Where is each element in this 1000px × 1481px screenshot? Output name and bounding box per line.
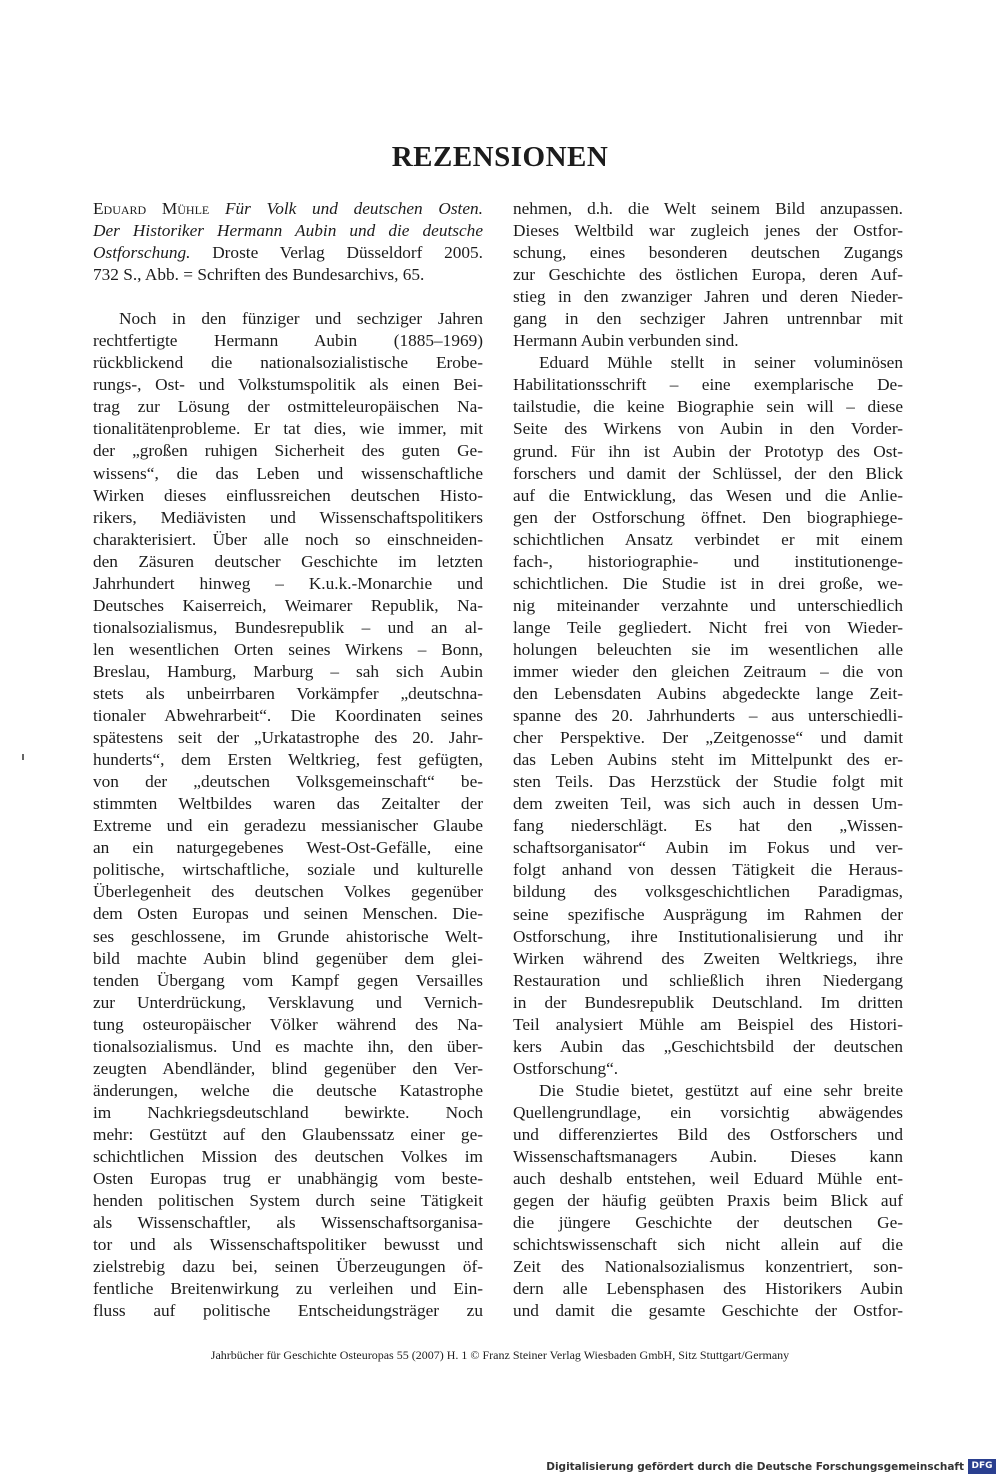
text-line: rechtfertigte Hermann Aubin (1885–1969) [93, 331, 483, 351]
text-line: den Zäsuren deutscher Geschichte im letzten [93, 551, 483, 571]
text-line: in der Bundesrepublik Deutschland. Im dritten [513, 992, 903, 1012]
text-line: ses geschlossene, im Grunde ahistorische Welt- [93, 926, 483, 946]
text-line: wissens“, die das Leben und wissenschaftliche [93, 463, 483, 483]
text-line: schung, eines besonderen deutschen Zugangs [513, 243, 903, 263]
text-line: tionaler Abwehrarbeit“. Die Koordinaten seines [93, 706, 483, 726]
page-title: REZENSIONEN [391, 141, 609, 173]
text-line: Quellengrundlage, ein vorsichtig abwägendes [513, 1102, 903, 1122]
text-line: schichtlichen Ansatz verbindet er mit einem [513, 529, 903, 549]
text-line: dem zweiten Teil, was sich auch in dessen Um- [513, 794, 903, 814]
review-citation [93, 198, 483, 286]
text-line: stets als unbeirrbaren Vorkämpfer „deutschna- [93, 683, 483, 703]
text-line: trag zur Lösung der ostmitteleuropäischen Na- [93, 397, 483, 417]
text-line: Osten Europas trug er unabhängig vom beste- [93, 1169, 483, 1189]
text-line: spanne des 20. Jahrhunderts – aus unterschiedli- [513, 706, 903, 726]
text-line: und differenziertes Bild des Ostforschers und [513, 1124, 903, 1144]
text-line: Deutsches Kaiserreich, Weimarer Republik, Na- [93, 595, 483, 615]
text-line: mehr: Gestützt auf den Glaubenssatz einer ge- [93, 1124, 483, 1144]
text-line: charakterisiert. Über alle noch so einschneiden- [93, 529, 483, 549]
text-line: an ein naturgegebenes West-Ost-Gefälle, eine [93, 838, 483, 858]
text-line: sten Teils. Das Herzstück der Studie folgt mit [513, 772, 903, 792]
text-line: Wirken während des Zweiten Weltkriegs, ihre [513, 948, 903, 968]
text-line: tung osteuropäischer Völker während des Na- [93, 1014, 483, 1034]
right-column [513, 198, 903, 1322]
text-line: als Wissenschaftler, als Wissenschaftsorganisa- [93, 1213, 483, 1233]
text-line: zur Geschichte des östlichen Europa, deren Auf- [513, 265, 903, 285]
text-line: Seite des Wirkens von Aubin in den Vorder- [513, 419, 903, 439]
text-line: henden politischen System durch seine Tätigkeit [93, 1191, 483, 1211]
review-author: Eduard Mühle [93, 199, 210, 218]
text-line: Jahrhundert hinweg – K.u.k.-Monarchie und [93, 573, 483, 593]
citation-line: Ostforschung. Droste Verlag Düsseldorf 2005. [93, 243, 483, 263]
text-line: rungs-, Ost- und Volkstumspolitik als einen Bei- [93, 375, 483, 395]
text-line: gegen der häufig geübten Praxis beim Blick auf [513, 1191, 903, 1211]
text-line: zielstrebig dazu bei, seinen Überzeugungen öf- [93, 1257, 483, 1277]
text-line: Dieses Weltbild war zugleich jenes der Ostfor- [513, 221, 903, 241]
text-line: auch deshalb entstehen, weil Eduard Mühle ent- [513, 1169, 903, 1189]
text-line: der „großen ruhigen Sicherheit des guten Ge- [93, 441, 483, 461]
text-line: holungen beleuchten sie im wesentlichen alle [513, 639, 903, 659]
text-line: bild machte Aubin blind gegenüber dem glei- [93, 948, 483, 968]
text-line: tionalitätenprobleme. Er tat dies, wie immer, mit [93, 419, 483, 439]
text-line: schichtlichen Mission des deutschen Volkes im [93, 1146, 483, 1166]
citation-line: 732 S., Abb. = Schriften des Bundesarchivs, 65. [93, 265, 425, 285]
text-line: Überlegenheit des deutschen Volkes gegenüber [93, 882, 483, 902]
text-line: Teil analysiert Mühle am Beispiel des Histori- [513, 1014, 903, 1034]
text-line: spätestens seit der „Urkatastrophe des 20. Jahr- [93, 728, 483, 748]
text-line: das Leben Aubins steht im Mittelpunkt des er- [513, 750, 903, 770]
text-line: politische, wirtschaftliche, soziale und kulturelle [93, 860, 483, 880]
text-line: cher Perspektive. Der „Zeitgenosse“ und damit [513, 728, 903, 748]
text-line: rückblickend die nationalsozialistische Erobe- [93, 353, 483, 373]
text-line: Breslau, Hamburg, Marburg – sah sich Aubin [93, 661, 483, 681]
text-line: kers Aubin das „Geschichtsbild der deutschen [513, 1036, 903, 1056]
text-line: tionalsozialismus, Bundesrepublik – und an al- [93, 617, 483, 637]
review-paragraph [513, 1080, 903, 1323]
review-paragraph [513, 352, 903, 1080]
text-line: schichtlichen. Die Studie ist in drei große, we- [513, 573, 903, 593]
text-line: Wissenschaftsmanagers Aubin. Dieses kann [513, 1147, 903, 1167]
text-line: die jüngere Geschichte der deutschen Ge- [513, 1213, 903, 1233]
text-line: hunderts“, dem Ersten Weltkrieg, fest gefügten, [93, 750, 483, 770]
text-line: Restauration und schließlich ihren Niedergang [513, 970, 903, 990]
text-line: tenden Übergang vom Kampf gegen Versailles [93, 970, 483, 990]
text-line: tor und als Wissenschaftspolitiker bewusst und [93, 1235, 483, 1255]
text-line: nig miteinander verzahnte und unterschiedlich [513, 595, 903, 615]
text-line: Eduard Mühle stellt in seiner voluminösen [539, 353, 903, 373]
text-line: rikers, Mediävisten und Wissenschaftspolitikers [93, 507, 483, 527]
text-line: dem Osten Europas und seinen Menschen. Die- [93, 904, 483, 924]
text-line: immer wieder den gleichen Zeitraum – die von [513, 661, 903, 681]
text-line: tionalsozialismus. Und es machte ihn, den über- [93, 1036, 483, 1056]
digitization-credit: Digitalisierung gefördert durch die Deutsche Forschungsgemeinschaft [546, 1461, 964, 1473]
text-line: fang niederschlägt. Es hat den „Wissen- [513, 816, 903, 836]
citation-line [93, 198, 483, 220]
text-line: stieg in den zwanziger Jahren und deren Nieder- [513, 287, 903, 307]
text-line: fach-, historiographie- und institutionenge- [513, 551, 903, 571]
margin-mark [22, 754, 24, 760]
dfg-logo-icon: DFG [968, 1459, 996, 1474]
text-line: Ostforschung, ihre Institutionalisierung und ihr [513, 926, 903, 946]
text-line: änderungen, welche die deutsche Katastrophe [93, 1080, 483, 1100]
text-line: folgt anhand von dessen Tätigkeit die Heraus- [513, 860, 903, 880]
text-line: und damit die gesamte Geschichte der Ostfor- [513, 1301, 903, 1321]
text-line: tailstudie, die keine Biographie sein will – diese [513, 397, 903, 417]
text-line: Wirken dieses einflussreichen deutschen Histo- [93, 485, 483, 505]
text-line: forschers und damit der Schlüssel, der den Blick [513, 463, 903, 483]
text-line: grund. Für ihn ist Aubin der Prototyp des Ost- [513, 441, 903, 461]
journal-footer: Jahrbücher für Geschichte Osteuropas 55 (2007) H. 1 © Franz Steiner Verlag Wiesbaden GmbH, Sitz Stuttgart/Germany [210, 1348, 790, 1362]
review-paragraph [93, 308, 483, 1322]
text-line: Noch in den fünziger und sechziger Jahren [119, 309, 483, 329]
text-line: im Nachkriegsdeutschland bewirkte. Noch [93, 1102, 483, 1122]
text-line: Hermann Aubin verbunden sind. [513, 331, 739, 351]
text-line: auf die Entwicklung, das Wesen und die Anlie- [513, 485, 903, 505]
text-line: gang in den sechziger Jahren untrennbar mit [513, 309, 903, 329]
text-line: schaftsorganisator“ Aubin im Fokus und ver- [513, 838, 903, 858]
text-line: dern alle Lebensphasen des Historikers Aubin [513, 1279, 903, 1299]
text-line: schichtswissenschaft sich nicht allein auf die [513, 1235, 903, 1255]
text-line: seine spezifische Ausprägung im Rahmen der [513, 904, 903, 924]
text-line: nehmen, d.h. die Welt seinem Bild anzupassen. [513, 199, 903, 218]
text-line: fentliche Breitenwirkung zu verleihen und Ein- [93, 1279, 483, 1299]
text-line: stimmten Weltbildes waren das Zeitalter der [93, 794, 483, 814]
text-line: fluss auf politische Entscheidungsträger zu [93, 1301, 483, 1321]
text-line: Die Studie bietet, gestützt auf eine sehr breite [539, 1080, 903, 1100]
text-line: Habilitationsschrift – eine exemplarische De- [513, 375, 903, 395]
text-line: len wesentlichen Orten seines Wirkens – Bonn, [93, 639, 483, 659]
text-line: zur Unterdrückung, Versklavung und Vernich- [93, 992, 483, 1012]
citation-line: Der Historiker Hermann Aubin und die deutsche [93, 221, 483, 241]
text-line: Zeit des Nationalsozialismus konzentriert, son- [513, 1257, 903, 1277]
text-line: gen der Ostforschung öffnet. Den biographiege- [513, 507, 903, 527]
review-paragraph [513, 198, 903, 352]
text-line: von der „deutschen Volksgemeinschaft“ be- [93, 772, 483, 792]
book-title-start: Für Volk und deutschen Osten. [224, 199, 483, 218]
left-column [93, 198, 483, 1322]
text-line: lange Teile gegliedert. Nicht frei von Wieder- [513, 617, 903, 637]
text-line: Extreme und ein geradezu messianischer Glaube [93, 816, 483, 836]
text-line: Ostforschung“. [513, 1058, 619, 1078]
text-line: zeugten Abendländer, blind gegenüber den Ver- [93, 1058, 483, 1078]
text-line: bildung des volksgeschichtlichen Paradigmas, [513, 882, 903, 902]
text-line: den Lebensdaten Aubins abgedeckte lange Zeit- [513, 684, 903, 704]
